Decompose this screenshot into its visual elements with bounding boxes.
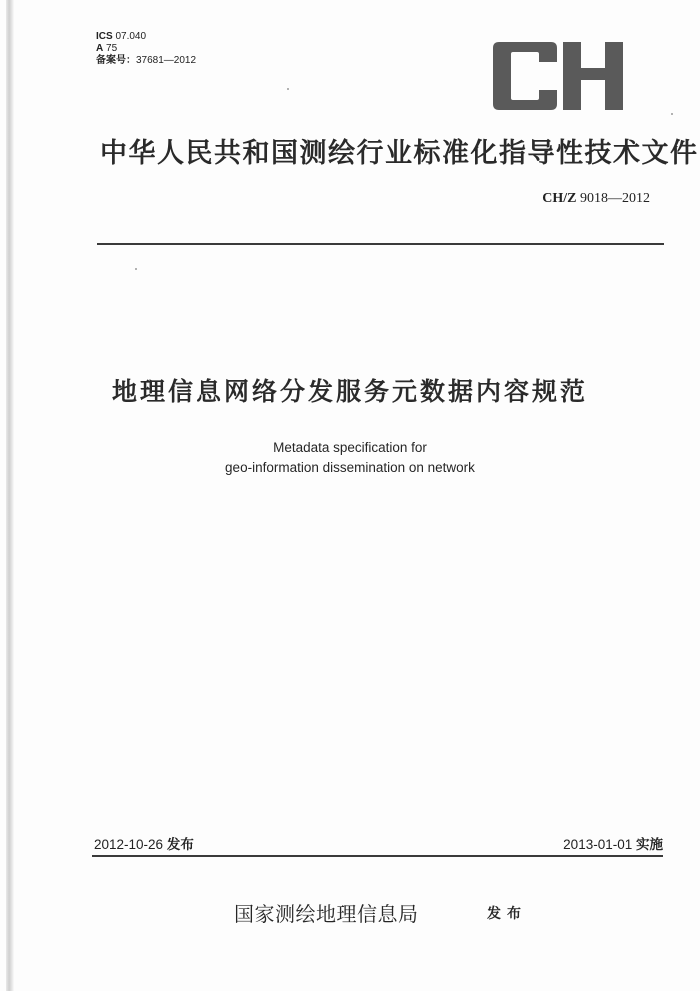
standard-serial: 9018—2012 (580, 191, 650, 206)
scan-speck (671, 113, 673, 115)
scan-speck (287, 88, 289, 90)
filing-line (96, 55, 196, 67)
filing-label: 备案号： (96, 55, 136, 66)
title-en-line-2: geo-information dissemination on network (225, 460, 475, 475)
ics-prefix: ICS (96, 31, 113, 42)
issue-date: 2012-10-26 (94, 837, 164, 852)
document-title-en (0, 438, 700, 478)
implement-date-line (563, 833, 663, 853)
publisher-name: 国家测绘地理信息局 (234, 902, 419, 926)
series-title: 中华人民共和国测绘行业标准化指导性技术文件 (100, 138, 699, 169)
scan-speck (135, 268, 137, 270)
implement-label: 实施 (636, 837, 663, 853)
logo-letter-c (493, 42, 557, 110)
publish-label: 发布 (487, 906, 527, 922)
ics-code: 07.040 (115, 31, 147, 42)
scan-binding-edge (6, 0, 14, 991)
ccs-prefix: A (96, 43, 104, 54)
top-divider (97, 243, 664, 245)
document-title-cn: 地理信息网络分发服务元数据内容规范 (111, 377, 588, 406)
classification-block (96, 31, 196, 67)
standard-code: CH/Z (542, 191, 577, 206)
issue-date-line (94, 833, 194, 853)
bottom-divider (92, 855, 663, 857)
issue-label: 发布 (166, 837, 194, 853)
title-en-line-1: Metadata specification for (273, 440, 427, 455)
standard-number (542, 191, 650, 207)
filing-number: 37681—2012 (136, 55, 197, 66)
ccs-code: 75 (106, 43, 118, 54)
ccs-line (96, 43, 196, 55)
ch-logo-icon (489, 40, 627, 112)
implement-date: 2013-01-01 (563, 837, 633, 852)
ics-line (96, 31, 196, 43)
logo-letter-h (563, 42, 623, 110)
